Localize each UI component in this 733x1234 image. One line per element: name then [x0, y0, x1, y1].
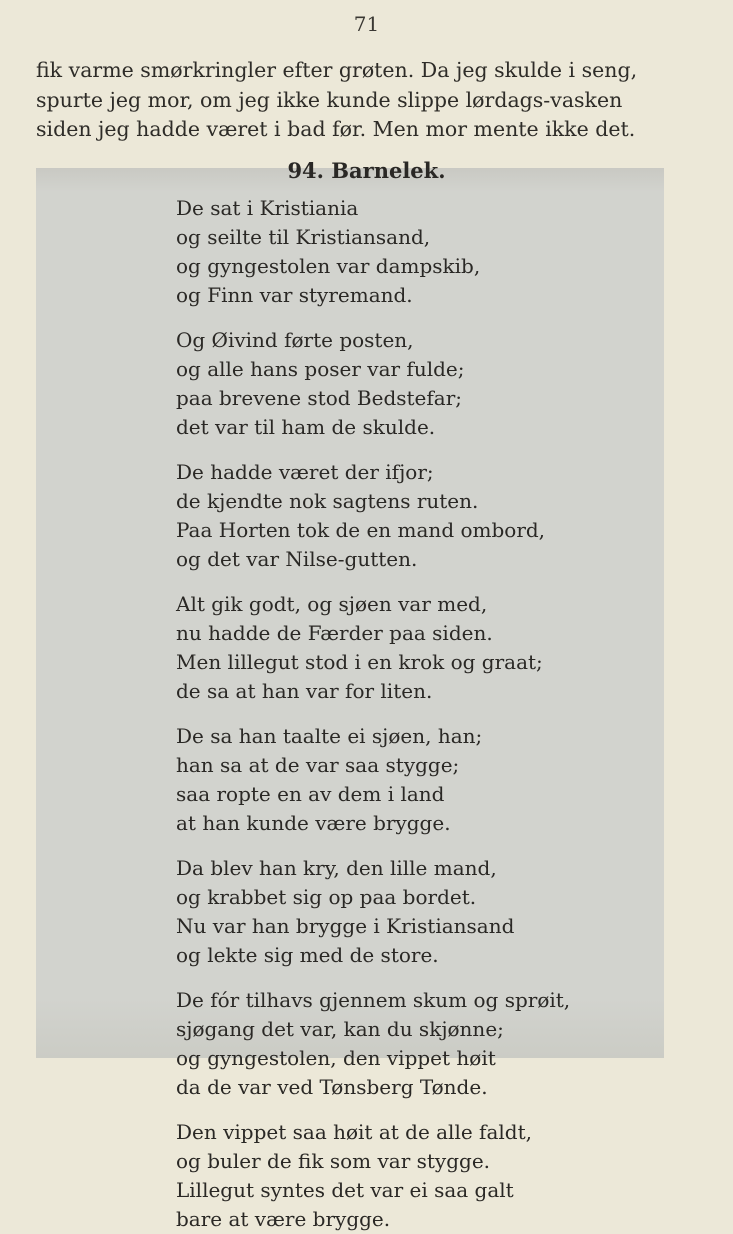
- verse-line: bare at være brygge.: [176, 1207, 391, 1231]
- verse-line: da de var ved Tønsberg Tønde.: [176, 1075, 488, 1099]
- verse-line: og det var Nilse-gutten.: [176, 547, 418, 571]
- verse-line: Paa Horten tok de en mand ombord,: [176, 518, 546, 542]
- prose-line: fik varme smørkringler efter grøten. Da jeg skulde i seng,: [36, 58, 638, 82]
- verse-line: De fór tilhavs gjennem skum og sprøit,: [176, 988, 571, 1012]
- verse-line: at han kunde være brygge.: [176, 811, 451, 835]
- verse-line: og krabbet sig op paa bordet.: [176, 885, 477, 909]
- verse-line: De sa han taalte ei sjøen, han;: [176, 724, 483, 748]
- verse-line: og seilte til Kristiansand,: [176, 225, 431, 249]
- stanza: [176, 1118, 646, 1234]
- verse-line: og gyngestolen, den vippet høit: [176, 1046, 496, 1070]
- verse-line: han sa at de var saa stygge;: [176, 753, 460, 777]
- verse-line: de sa at han var for liten.: [176, 679, 433, 703]
- stanza: [176, 854, 646, 970]
- verse-line: og lekte sig med de store.: [176, 943, 439, 967]
- stanza: [176, 590, 646, 706]
- verse-line: De sat i Kristiania: [176, 196, 359, 220]
- verse-line: De hadde været der ifjor;: [176, 460, 434, 484]
- verse-line: og buler de fik som var stygge.: [176, 1149, 491, 1173]
- verse-line: og Finn var styremand.: [176, 283, 413, 307]
- verse-line: Den vippet saa høit at de alle faldt,: [176, 1120, 532, 1144]
- verse-line: Men lillegut stod i en krok og graat;: [176, 650, 543, 674]
- verse-line: Alt gik godt, og sjøen var med,: [176, 592, 488, 616]
- verse-line: Lillegut syntes det var ei saa galt: [176, 1178, 514, 1202]
- prose-line: siden jeg hadde været i bad før. Men mor mente ikke det.: [36, 117, 636, 141]
- verse-line: Nu var han brygge i Kristiansand: [176, 914, 515, 938]
- verse-line: de kjendte nok sagtens ruten.: [176, 489, 479, 513]
- poem: [176, 194, 646, 1234]
- prose-paragraph: [36, 56, 666, 145]
- verse-line: sjøgang det var, kan du skjønne;: [176, 1017, 504, 1041]
- stanza: [176, 326, 646, 442]
- verse-line: paa brevene stod Bedstefar;: [176, 386, 463, 410]
- verse-line: saa ropte en av dem i land: [176, 782, 445, 806]
- stanza: [176, 458, 646, 574]
- verse-line: Og Øivind førte posten,: [176, 328, 414, 352]
- verse-line: nu hadde de Færder paa siden.: [176, 621, 493, 645]
- verse-line: Da blev han kry, den lille mand,: [176, 856, 497, 880]
- stanza: [176, 722, 646, 838]
- stanza: [176, 986, 646, 1102]
- verse-line: det var til ham de skulde.: [176, 415, 436, 439]
- stanza: [176, 194, 646, 310]
- prose-line: spurte jeg mor, om jeg ikke kunde slippe lørdags-vasken: [36, 87, 623, 112]
- poem-title: 94. Barnelek.: [287, 158, 446, 183]
- verse-line: og gyngestolen var dampskib,: [176, 254, 481, 278]
- page-number: 71: [353, 12, 380, 36]
- verse-line: og alle hans poser var fulde;: [176, 357, 465, 381]
